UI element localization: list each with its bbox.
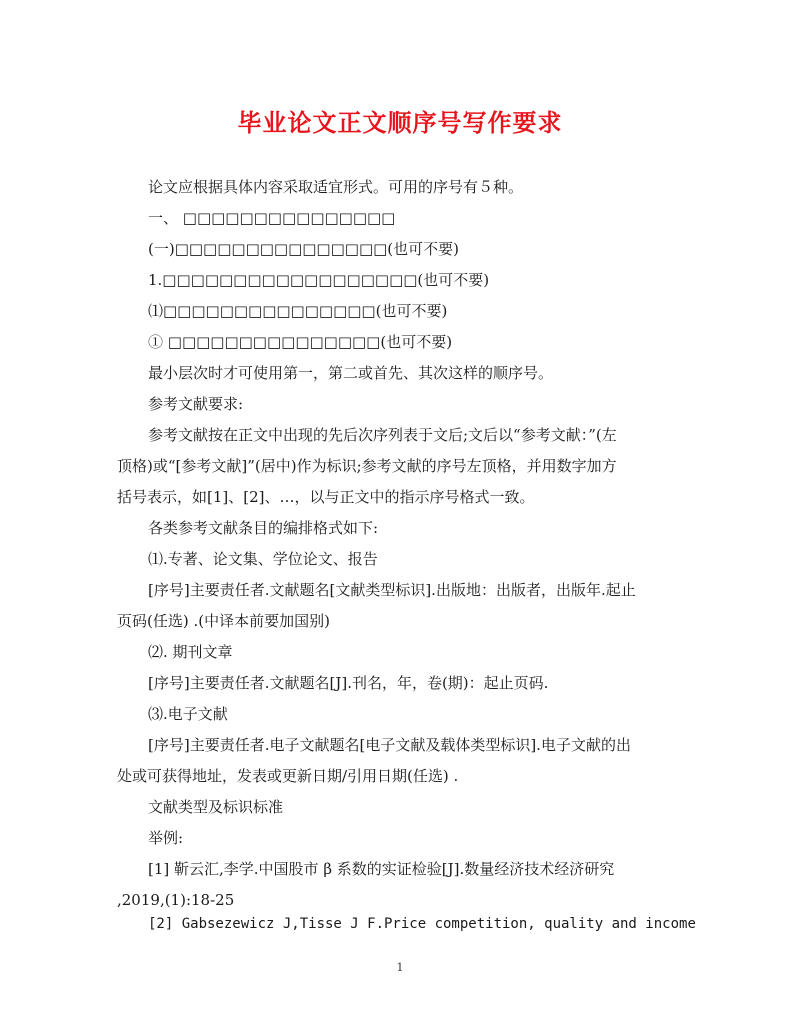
numbering-level-3: 1.□□□□□□□□□□□□□□□□□□(也可不要) [148,271,490,289]
numbering-note: 最小层次时才可使用第一，第二或首先、其次这样的顺序号。 [148,364,554,382]
format-electronic-line: 处或可获得地址，发表或更新日期/引用日期(任选) . [117,767,459,785]
example-reference-1-cont: ,2019,(1):18-25 [117,891,235,909]
format-monograph-line: 页码(任选) .(中译本前要加国别) [117,612,330,630]
intro-line: 论文应根据具体内容采取适宜形式。可用的序号有５种。 [148,178,524,196]
example-reference-2: [2] Gabsezewicz J,Tisse J F.Price competition, quality and income [148,916,696,932]
examples-heading: 举例: [148,829,184,847]
references-paragraph-line: 顶格)或“[参考文献]”(居中)作为标识;参考文献的序号左顶格，并用数字加方 [117,457,617,475]
type-standard-heading: 文献类型及标识标准 [148,798,284,816]
page-title: 毕业论文正文顺序号写作要求 [237,108,563,137]
references-heading: 参考文献要求: [148,395,244,413]
references-paragraph-line: 参考文献按在正文中出现的先后次序列表于文后;文后以“参考文献：”(左 [148,426,617,444]
numbering-level-4: ⑴□□□□□□□□□□□□□□□(也可不要) [148,302,448,320]
format-journal-line: [序号]主要责任者.文献题名[J].刊名，年，卷(期)：起止页码. [148,674,549,692]
format-heading-electronic: ⑶.电子文献 [148,705,228,723]
page-number: 1 [396,961,404,974]
format-electronic-line: [序号]主要责任者.电子文献题名[电子文献及载体类型标识].电子文献的出 [148,736,631,754]
format-heading-journal: ⑵. 期刊文章 [148,643,233,661]
numbering-level-2: (一)□□□□□□□□□□□□□□□(也可不要) [148,240,459,258]
format-heading-monograph: ⑴.专著、论文集、学位论文、报告 [148,550,378,568]
example-reference-1: [1] 靳云汇,李学.中国股市 β 系数的实证检验[J].数量经济技术经济研究 [148,860,615,878]
references-paragraph-line: 括号表示，如[1]、[2]、…，以与正文中的指示序号格式一致。 [117,488,535,506]
numbering-level-5: ① □□□□□□□□□□□□□□□(也可不要) [148,333,453,351]
format-intro: 各类参考文献条目的编排格式如下: [148,519,379,537]
numbering-level-1: 一、 □□□□□□□□□□□□□□□ [148,209,396,227]
format-monograph-line: [序号]主要责任者.文献题名[文献类型标识].出版地：出版者，出版年.起止 [148,581,636,599]
